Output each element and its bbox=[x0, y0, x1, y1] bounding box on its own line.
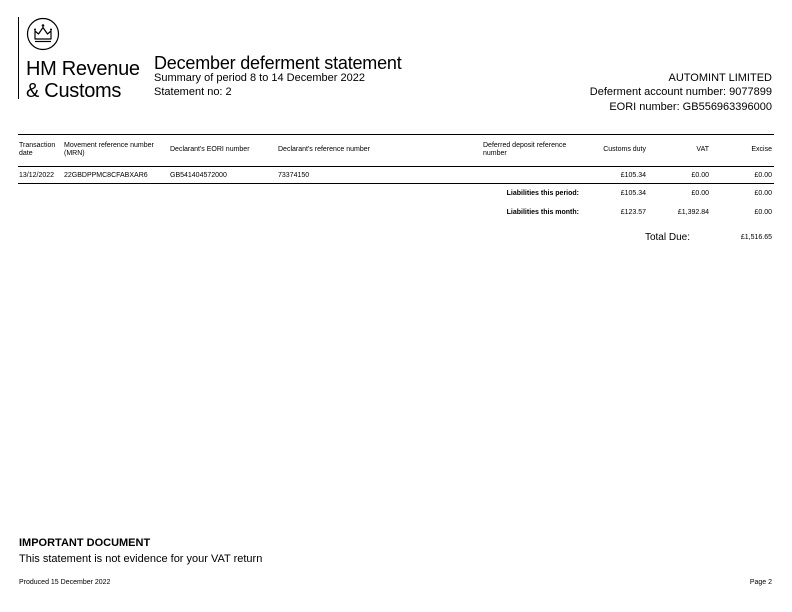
royal-crest-icon bbox=[26, 17, 60, 51]
header-deferred-deposit: Deferred deposit reference number bbox=[483, 142, 567, 157]
statement-number: Statement no: 2 bbox=[154, 86, 232, 98]
total-due-value: £1,516.65 bbox=[740, 234, 772, 241]
row-vat: £0.00 bbox=[691, 172, 709, 179]
header-customs-duty: Customs duty bbox=[603, 146, 646, 153]
row-transaction-date: 13/12/2022 bbox=[19, 172, 55, 179]
liabilities-month-excise: £0.00 bbox=[754, 209, 772, 216]
total-due-label: Total Due: bbox=[644, 232, 690, 243]
header-vat: VAT bbox=[696, 146, 709, 153]
liabilities-period-label: Liabilities this period: bbox=[506, 190, 579, 197]
liabilities-month-vat: £1,392.84 bbox=[677, 209, 709, 216]
important-title: IMPORTANT DOCUMENT bbox=[19, 537, 151, 549]
header-excise: Excise bbox=[751, 146, 772, 153]
row-bottom-rule bbox=[18, 183, 774, 184]
header-declarant-eori: Declarant's EORI number bbox=[170, 146, 250, 153]
company-name: AUTOMINT LIMITED bbox=[668, 72, 772, 84]
liabilities-month-label: Liabilities this month: bbox=[506, 209, 579, 216]
eori-number: EORI number: GB556963396000 bbox=[609, 101, 772, 113]
liabilities-period-excise: £0.00 bbox=[754, 190, 772, 197]
page-title: December deferment statement bbox=[154, 53, 402, 73]
produced-date: Produced 15 December 2022 bbox=[19, 579, 111, 586]
header-declarant-reference: Declarant's reference number bbox=[278, 146, 370, 153]
header-mrn: Movement reference number (MRN) bbox=[64, 142, 154, 157]
row-excise: £0.00 bbox=[754, 172, 772, 179]
row-mrn: 22GBDPPMC8CFABXAR6 bbox=[64, 172, 148, 179]
row-customs-duty: £105.34 bbox=[620, 172, 646, 179]
important-text: This statement is not evidence for your VAT return bbox=[19, 553, 263, 565]
logo-line-2: & Customs bbox=[26, 80, 122, 102]
liabilities-month-customs: £123.57 bbox=[620, 209, 646, 216]
deferment-account-number: Deferment account number: 9077899 bbox=[589, 86, 772, 98]
table-top-rule bbox=[18, 134, 774, 135]
row-declarant-reference: 73374150 bbox=[278, 172, 310, 179]
header-bottom-rule bbox=[18, 166, 774, 167]
liabilities-period-customs: £105.34 bbox=[620, 190, 646, 197]
logo-divider bbox=[18, 17, 19, 99]
logo-line-1: HM Revenue bbox=[26, 58, 140, 80]
statement-summary: Summary of period 8 to 14 December 2022 bbox=[154, 72, 365, 84]
row-declarant-eori: GB541404572000 bbox=[170, 172, 227, 179]
liabilities-period-vat: £0.00 bbox=[691, 190, 709, 197]
header-transaction-date: Transaction date bbox=[19, 142, 56, 157]
page-number: Page 2 bbox=[749, 579, 772, 586]
